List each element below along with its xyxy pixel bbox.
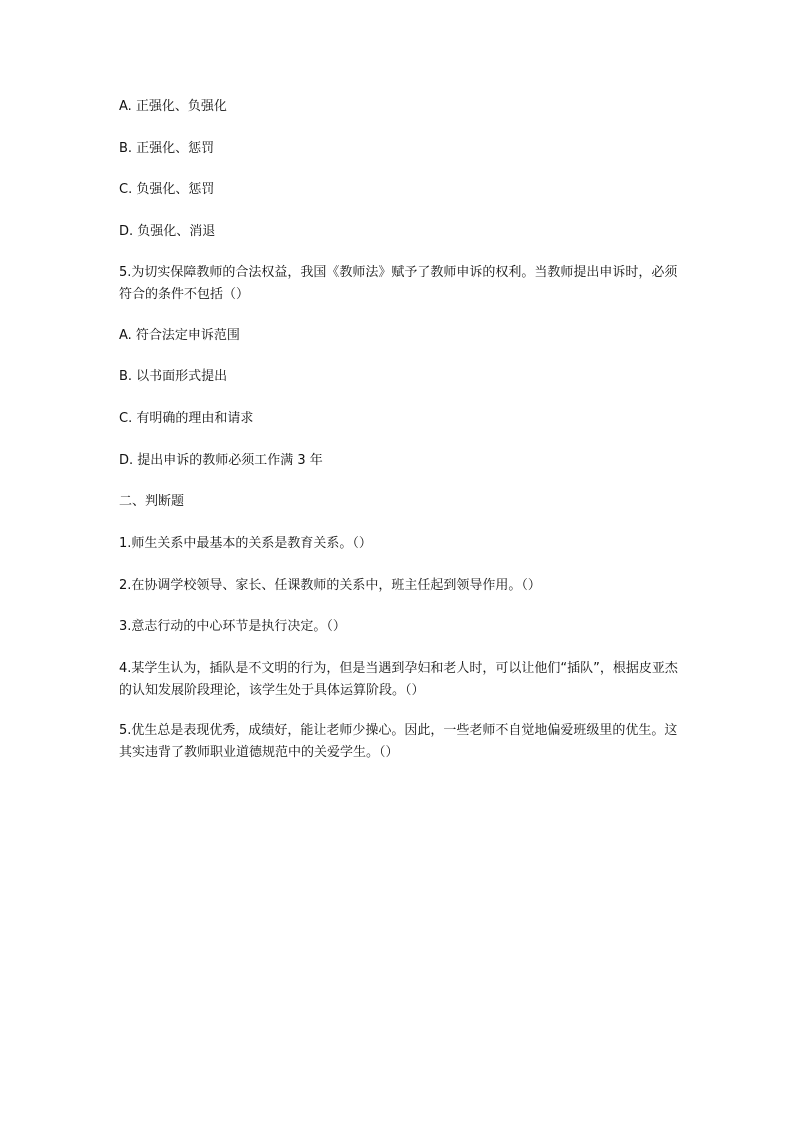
section-heading: 二、判断题 xyxy=(119,494,185,509)
option-b-text: B. 以书面形式提出 xyxy=(119,369,228,384)
judgment-question-4: 4.某学生认为，插队是不文明的行为，但是当遇到孕妇和老人时，可以让他们“插队”，根据皮亚杰的认知发展阶段理论，该学生处于具体运算阶段。（） xyxy=(119,661,678,698)
option-b-text: B. 正强化、惩罚 xyxy=(119,141,215,156)
judgment-question-1: 1.师生关系中最基本的关系是教育关系。（） xyxy=(119,536,372,551)
question-5-text: 5.为切实保障教师的合法权益，我国《教师法》赋予了教师申诉的权利。当教师提出申诉时，必须符合的条件不包括（） xyxy=(119,265,678,302)
option-a-text: A. 正强化、负强化 xyxy=(119,99,227,114)
option-c-text: C. 负强化、惩罚 xyxy=(119,182,215,197)
option-c-text: C. 有明确的理由和请求 xyxy=(119,411,254,426)
option-a-text: A. 符合法定申诉范围 xyxy=(119,328,240,343)
option-d-text: D. 提出申诉的教师必须工作满 3 年 xyxy=(119,453,323,468)
option-d-text: D. 负强化、消退 xyxy=(119,224,216,239)
judgment-question-3: 3.意志行动的中心环节是执行决定。（） xyxy=(119,619,346,634)
judgment-question-2: 2.在协调学校领导、家长、任课教师的关系中，班主任起到领导作用。（） xyxy=(119,578,541,593)
judgment-question-5: 5.优生总是表现优秀，成绩好，能让老师少操心。因此，一些老师不自觉地偏爱班级里的优生。这其实违背了教师职业道德规范中的关爱学生。（） xyxy=(119,723,678,760)
